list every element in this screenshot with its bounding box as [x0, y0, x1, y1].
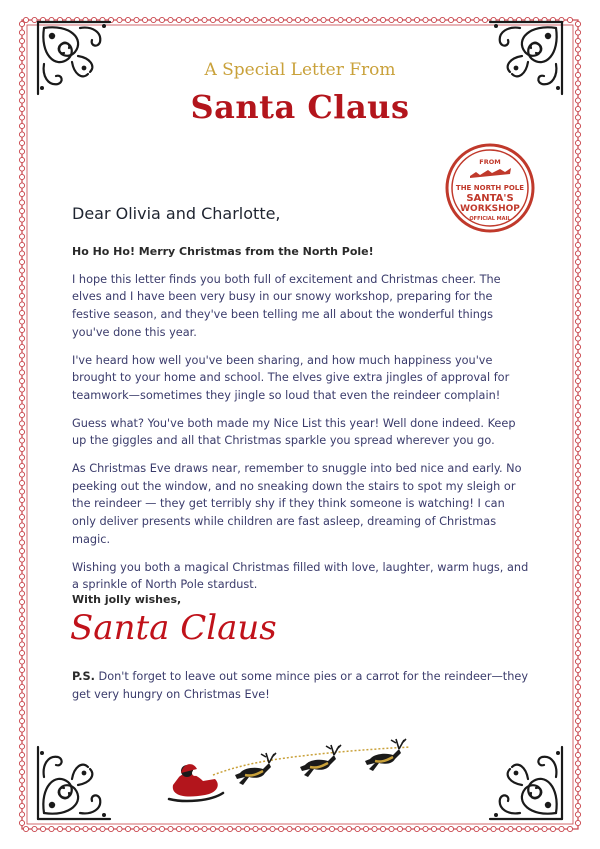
stamp-official-mail: OFFICIAL MAIL	[469, 216, 511, 222]
reindeer-icon	[365, 739, 406, 771]
corner-flourish-bottom-right	[480, 737, 570, 827]
reindeer-icon	[235, 753, 276, 785]
stamp-from: FROM	[479, 158, 501, 166]
reindeer-icon	[300, 745, 341, 777]
santa-signature: Santa Claus	[70, 608, 277, 648]
letter-closing: With jolly wishes,	[72, 593, 182, 606]
letter-paragraph: I hope this letter finds you both full of excitement and Christmas cheer. The elves and I have been very busy in our snowy workshop, preparing for the festive season, and they've been telling me all about the wonderful things you've done this year.	[72, 272, 501, 339]
letter-paragraph: Wishing you both a magical Christmas filled with love, laughter, warm hugs, and a sprinkle of North Pole stardust.	[72, 560, 529, 592]
stamp-santas: SANTA'S	[466, 193, 514, 204]
letter-postscript	[72, 668, 530, 703]
letter-paragraph: As Christmas Eve draws near, remember to snuggle into bed nice and early. No peeking out the window, and no sneaking down the stairs to spot my sleigh or the reindeer — they get terribly shy if they think someone is watching! I can only deliver presents while children are fast asleep, dreaming of Christmas magic.	[72, 462, 522, 546]
stamp-sleigh-icon	[470, 168, 511, 178]
stamp-workshop: WORKSHOP	[460, 204, 520, 214]
north-pole-postmark	[445, 143, 535, 233]
corner-flourish-bottom-left	[30, 737, 120, 827]
letter-paragraph: I've heard how well you've been sharing, and how much happiness you've brought to your home and school. The elves give extra jingles of approval for teamwork—sometimes they jingle so loud that even the reindeer complain!	[72, 353, 510, 402]
sleigh-icon	[169, 764, 223, 801]
letter-greeting: Dear Olivia and Charlotte,	[72, 204, 281, 223]
sleigh-reindeer-illustration	[165, 733, 435, 805]
letter-paragraph: Guess what? You've both made my Nice List this year! Well done indeed. Keep up the giggles and all that Christmas sparkle you spread wherever you go.	[72, 416, 516, 448]
letter-intro: Ho Ho Ho! Merry Christmas from the North Pole!	[72, 245, 374, 258]
letter-subtitle: A Special Letter From	[204, 60, 396, 80]
ps-text: Don't forget to leave out some mince pies or a carrot for the reindeer—they get very hungry on Christmas Eve!	[72, 670, 529, 701]
stamp-north-pole: THE NORTH POLE	[455, 184, 525, 192]
letter-body	[72, 243, 530, 604]
letter-title: Santa Claus	[190, 88, 410, 126]
ps-label: P.S.	[72, 670, 95, 683]
